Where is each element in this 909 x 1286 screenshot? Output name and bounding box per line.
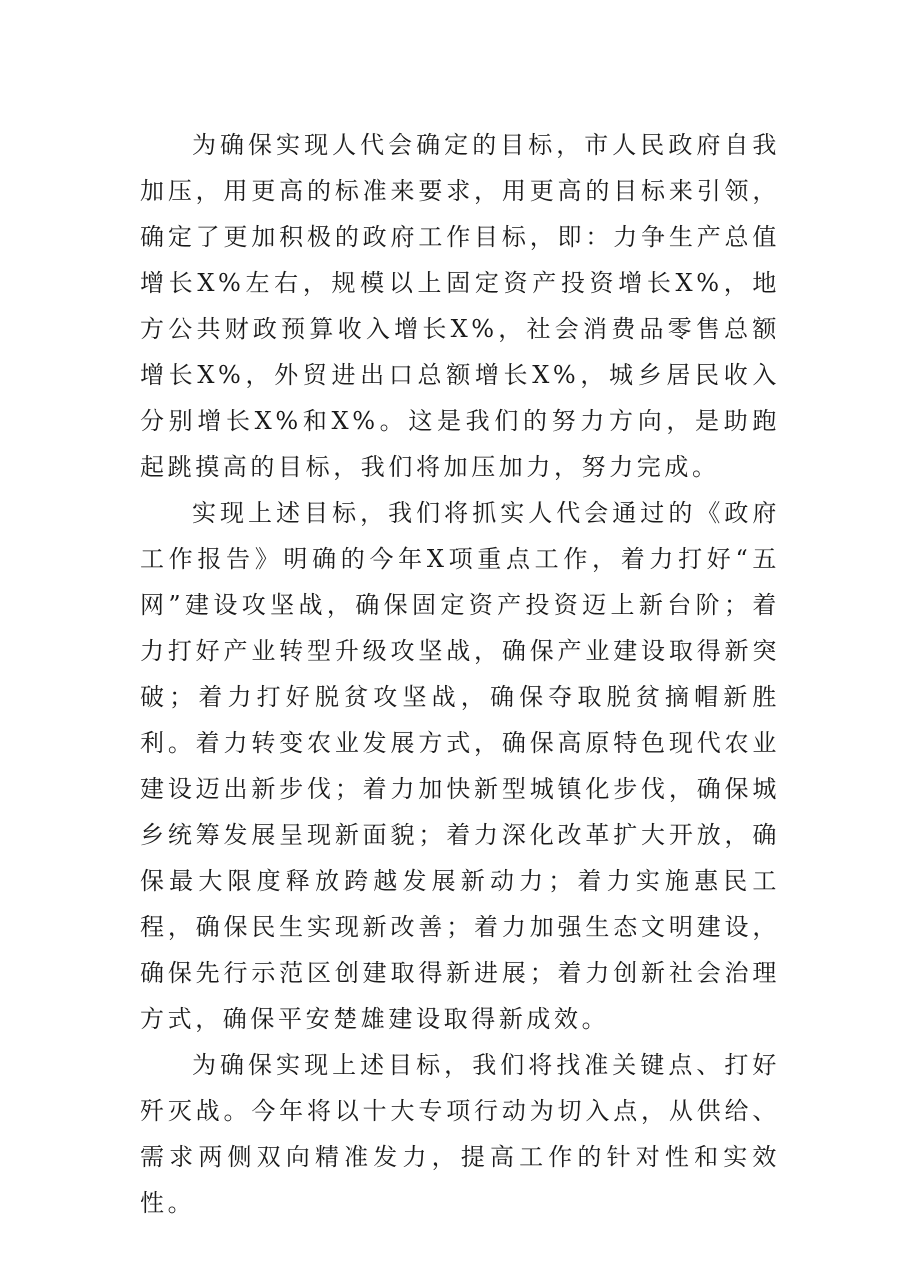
- paragraph-key-tasks: 实现上述目标，我们将抓实人代会通过的《政府工作报告》明确的今年X项重点工作，着力打好“五网”建设攻坚战，确保固定资产投资迈上新台阶；着力打好产业转型升级攻坚战，确保产业建设取得新突破；着力打好脱贫攻坚战，确保夺取脱贫摘帽新胜利。着力转变农业发展方式，确保高原特色现代农业建设迈出新步伐；着力加快新型城镇化步伐，确保城乡统筹发展呈现新面貌；着力深化改革扩大开放，确保最大限度释放跨越发展新动力；着力实施惠民工程，确保民生实现新改善；着力加强生态文明建设，确保先行示范区创建取得新进展；着力创新社会治理方式，确保平安楚雄建设取得新成效。: [140, 499, 780, 1033]
- document-body: [140, 122, 780, 1226]
- paragraph-special-actions: 为确保实现上述目标，我们将找准关键点、打好歼灭战。今年将以十大专项行动为切入点，从供给、需求两侧双向精准发力，提高工作的针对性和实效性。: [140, 1051, 780, 1217]
- paragraph-targets: 为确保实现人代会确定的目标，市人民政府自我加压，用更高的标准来要求，用更高的目标来引领，确定了更加积极的政府工作目标，即：力争生产总值增长X%左右，规模以上固定资产投资增长X%，地方公共财政预算收入增长X%，社会消费品零售总额增长X%，外贸进出口总额增长X%，城乡居民收入分别增长X%和X%。这是我们的努力方向，是助跑起跳摸高的目标，我们将加压加力，努力完成。: [140, 131, 780, 481]
